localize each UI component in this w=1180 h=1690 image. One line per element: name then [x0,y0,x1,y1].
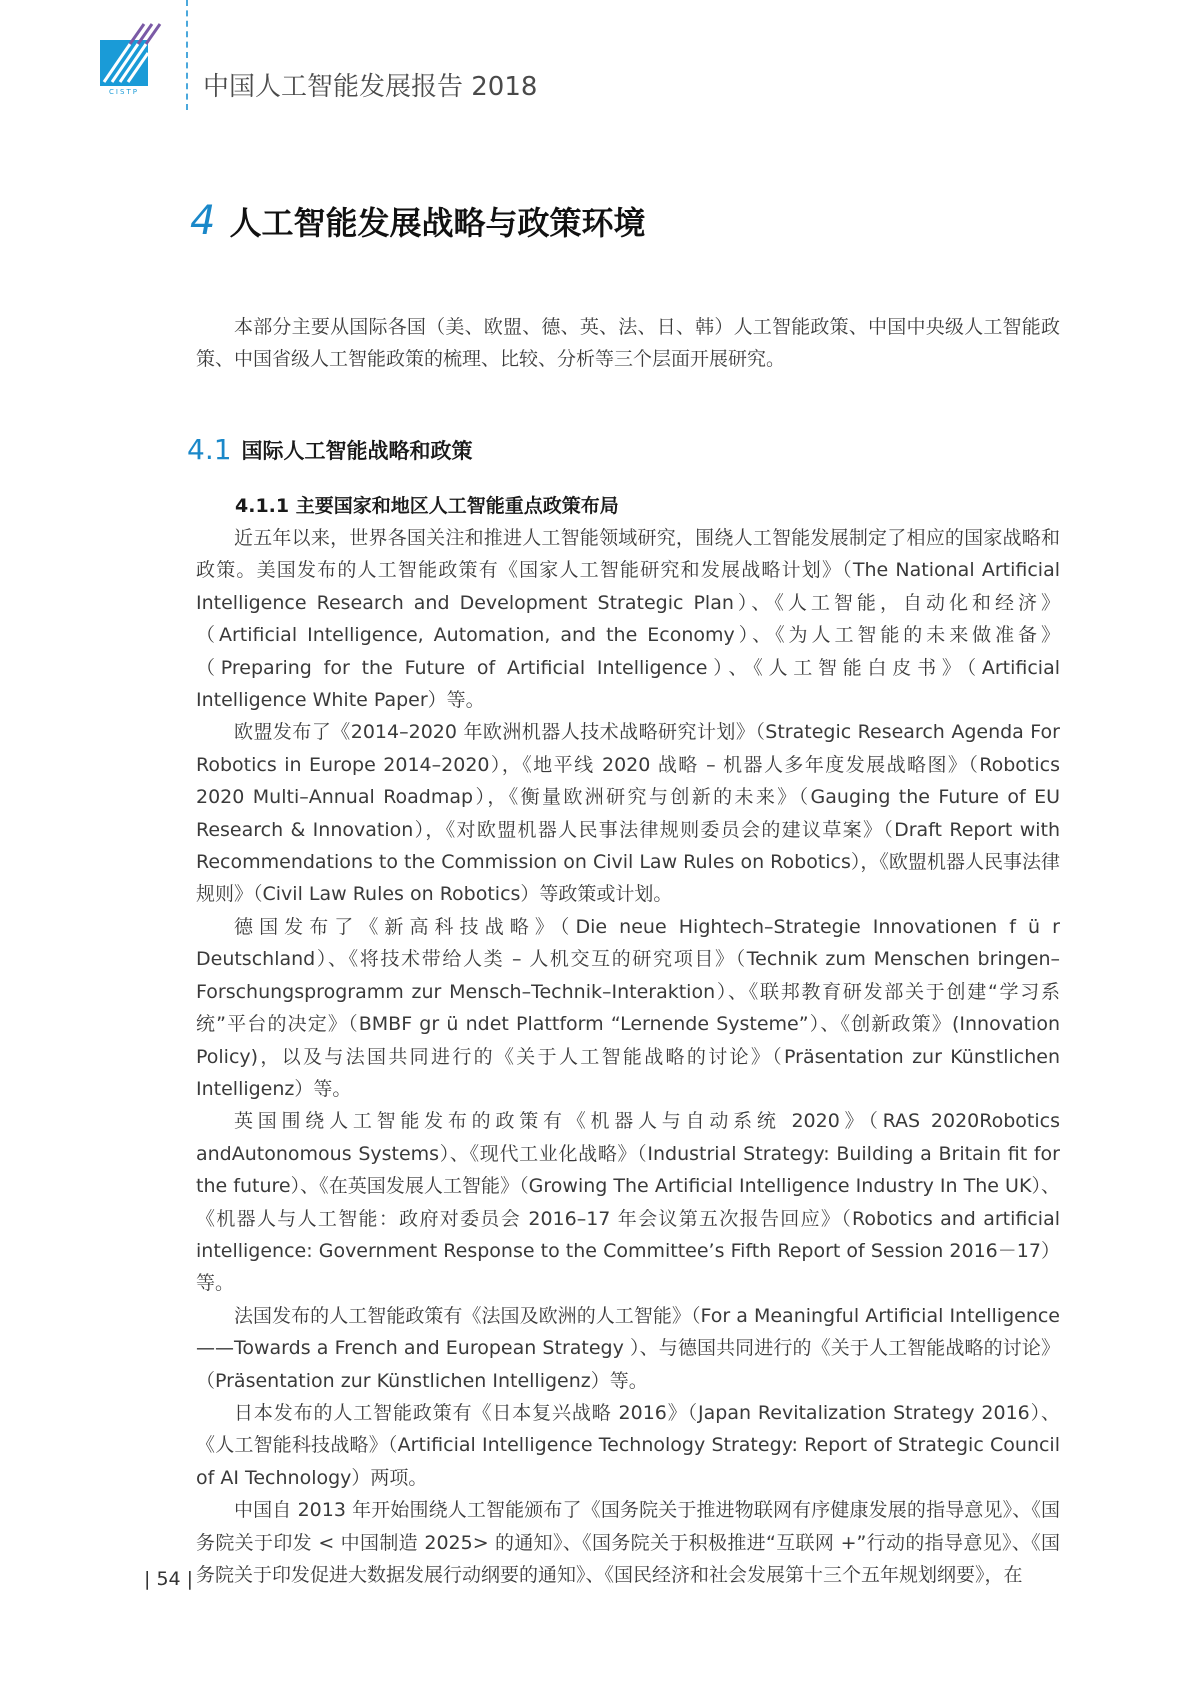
section-number: 4.1 [187,433,232,466]
page-number: | 54 | [144,1568,194,1590]
section-title: 国际人工智能战略和政策 [241,438,473,463]
paragraph-france: 法国发布的人工智能政策有《法国及欧洲的人工智能》（For a Meaningful Artificial Intelligence——Towards a French and European Strategy ）、与德国共同进行的《关于人工智能战略的讨论》（Präsentation zur Künstlichen Intelligenz）等。 [196,1304,1060,1392]
paragraph-germany: 德国发布了《新高科技战略》（Die neue Hightech–Strategie Innovationen f ü r Deutschland）、《将技术带给人类 – 人机交互的研究项目》（Technik zum Menschen bringen–Forschungsprogramm zur Mensch–Technik–Interaktion）、《联邦教育研发部关于创建“学习系统”平台的决定》（BMBF gr ü ndet Plattform “Lernende Systeme”）、《创新政策》(Innovation Policy)，以及与法国共同进行的《关于人工智能战略的讨论》（Präsentation zur Künstlichen Intelligenz）等。 [196,915,1060,1100]
section-heading [187,433,473,466]
body-text [196,522,1060,1591]
intro-text: 本部分主要从国际各国（美、欧盟、德、英、法、日、韩）人工智能政策、中国中央级人工智能政策、中国省级人工智能政策的梳理、比较、分析等三个层面开展研究。 [196,316,1060,371]
paragraph-uk: 英国围绕人工智能发布的政策有《机器人与自动系统 2020》（RAS 2020Robotics andAutonomous Systems）、《现代工业化战略》（Industrial Strategy: Building a Britain fit for the future）、《在英国发展人工智能》（Growing The Artificial Intelligence Industry In The UK）、《机器人与人工智能：政府对委员会 2016–17 年会议第五次报告回应》（Robotics and artificial intelligence: Government Response to the Committee’s Fifth Report of Session 2016－17）等。 [196,1110,1060,1295]
report-title: 中国人工智能发展报告 2018 [203,72,538,102]
chapter-number: 4 [190,198,216,244]
paragraph-china: 中国自 2013 年开始围绕人工智能颁布了《国务院关于推进物联网有序健康发展的指导意见》、《国务院关于印发 < 中国制造 2025> 的通知》、《国务院关于积极推进“互联网 +”行动的指导意见》、《国务院关于印发促进大数据发展行动纲要的通知》、《国民经济和社会发展第十三个五年规划纲要》，在 [196,1499,1060,1586]
header-divider [186,0,188,110]
paragraph-japan: 日本发布的人工智能政策有《日本复兴战略 2016》（Japan Revitalization Strategy 2016）、《人工智能科技战略》（Artificial Intelligence Technology Strategy: Report of Strategic Council of AI Technology）两项。 [196,1401,1060,1489]
chapter-heading [190,198,645,244]
subsection-heading: 4.1.1 主要国家和地区人工智能重点政策布局 [235,495,619,517]
cistp-logo-icon [100,22,164,88]
paragraph-usa: 近五年以来，世界各国关注和推进人工智能领域研究，围绕人工智能发展制定了相应的国家战略和政策。美国发布的人工智能政策有《国家人工智能研究和发展战略计划》（The National Artificial Intelligence Research and Development Strategic Plan）、《人工智能，自动化和经济》（Artificial Intelligence, Automation, and the Economy）、《为人工智能的未来做准备》（Preparing for the Future of Artificial Intelligence）、《人工智能白皮书》（Artificial Intelligence White Paper）等。 [196,527,1060,712]
chapter-title: 人工智能发展战略与政策环境 [229,204,646,242]
cistp-logo [100,22,164,100]
logo-text: CISTP [109,88,139,96]
intro-paragraph [196,311,1060,376]
paragraph-eu: 欧盟发布了《2014–2020 年欧洲机器人技术战略研究计划》（Strategic Research Agenda For Robotics in Europe 2014–2020），《地平线 2020 战略 – 机器人多年度发展战略图》（Robotics 2020 Multi–Annual Roadmap），《衡量欧洲研究与创新的未来》（Gauging the Future of EU Research & Innovation），《对欧盟机器人民事法律规则委员会的建议草案》（Draft Report with Recommendations to the Commission on Civil Law Rules on Robotics），《欧盟机器人民事法律规则》（Civil Law Rules on Robotics）等政策或计划。 [196,721,1060,906]
